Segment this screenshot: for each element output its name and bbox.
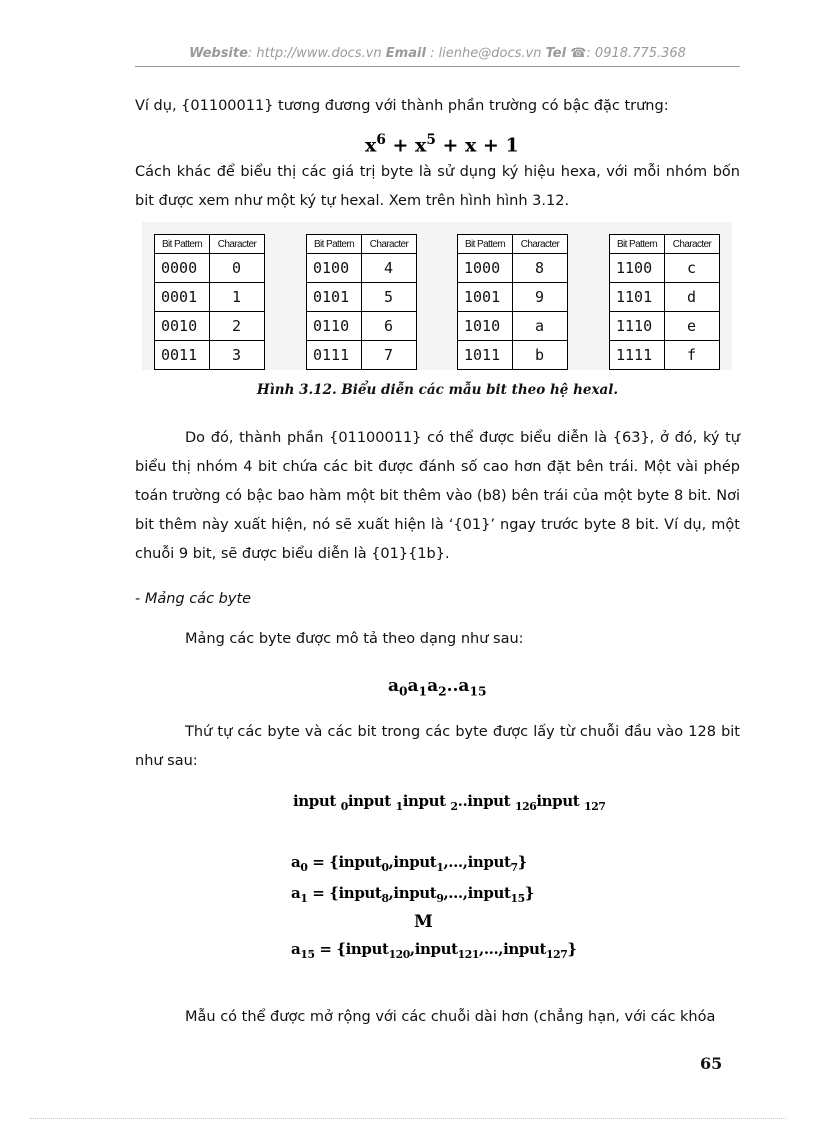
character-cell: f [665,341,720,370]
figure-caption: Hình 3.12. Biểu diễn các mẫu bit theo hệ hexal. [256,382,619,398]
character-cell: 5 [362,283,417,312]
bit-pattern-cell: 1001 [458,283,513,312]
bit-pattern-cell: 1000 [458,254,513,283]
bit-pattern-cell: 1110 [610,312,665,341]
email-label: Email [385,46,426,61]
bit-pattern-header: Bit Pattern [610,235,665,254]
character-cell: 9 [513,283,568,312]
bit-table-2 [306,234,417,370]
character-cell: e [665,312,720,341]
table-row [458,341,568,370]
table-row [155,254,265,283]
bit-pattern-header: Bit Pattern [155,235,210,254]
bit-table-1 [154,234,265,370]
bit-pattern-cell: 0000 [155,254,210,283]
byte-a1-definition: $a_1$ = {input$_8$,input$_9$,...,input$_{15}$} [291,884,534,905]
table-row [610,341,720,370]
bit-pattern-cell: 0111 [307,341,362,370]
bit-pattern-cell: 1010 [458,312,513,341]
bit-pattern-cell: 0010 [155,312,210,341]
hex-representation-paragraph: Do đó, thành phần {01100011} có thể được biểu diễn là {63}, ở đó, ký tự biểu thị nhóm 4 bit chứa các bit được đánh số cao hơn đặt bên trái. Một vài phép toán trường có bậc bao hàm một bit thêm vào (b8) bên trái của một byte 8 bit. Nơi bit thêm này xuất hiện, nó sẽ xuất hiện là ‘{01}’ ngay trước byte 8 bit. Ví dụ, một chuỗi 9 bit, sẽ được biểu diễn là {01}{1b}. [135,430,740,562]
table-row [610,254,720,283]
character-cell: c [665,254,720,283]
table-row [307,283,417,312]
character-cell: 4 [362,254,417,283]
bit-pattern-cell: 1111 [610,341,665,370]
footer-divider [30,1118,786,1119]
section-subheading: - Mảng các byte [135,591,252,607]
input-sequence-formula: input $_0$input $_1$input $_2$..input $_{126}$input $_{127}$ [293,792,606,813]
character-cell: b [513,341,568,370]
phone-icon: ☎ [570,46,587,61]
character-header: Character [665,235,720,254]
bit-pattern-cell: 1101 [610,283,665,312]
order-intro: Thứ tự các byte và các bit trong các byte được lấy từ chuỗi đầu vào 128 bit như sau: [135,724,740,769]
character-cell: 1 [210,283,265,312]
character-header: Character [210,235,265,254]
table-row [307,312,417,341]
table-row [458,312,568,341]
tel-value: : 0918.775.368 [586,46,686,61]
table-row [307,254,417,283]
bit-pattern-cell: 0110 [307,312,362,341]
bit-pattern-header: Bit Pattern [458,235,513,254]
table-row [155,283,265,312]
table-header-row [155,235,265,254]
website-value: : http://www.docs.vn [247,46,382,61]
character-cell: 8 [513,254,568,283]
bit-pattern-header: Bit Pattern [307,235,362,254]
table-header-row [458,235,568,254]
final-paragraph: Mẫu có thể được mở rộng với các chuỗi dài hơn (chẳng hạn, với các khóa [185,1009,716,1025]
table-row [307,341,417,370]
bit-table-4 [609,234,720,370]
page-header [135,46,740,61]
table-row [155,312,265,341]
table-row [155,341,265,370]
header-divider [135,66,740,67]
tel-label: Tel [545,46,567,61]
bit-pattern-cell: 1011 [458,341,513,370]
polynomial-formula: $x^6 + x^5 + x + 1$ [365,132,519,157]
website-label: Website [189,46,248,61]
bit-table-3 [457,234,568,370]
bit-pattern-cell: 0100 [307,254,362,283]
character-cell: d [665,283,720,312]
character-cell: 3 [210,341,265,370]
email-value: : lienhe@docs.vn [430,46,542,61]
array-intro: Mảng các byte được mô tả theo dạng như sau: [185,631,524,647]
table-header-row [610,235,720,254]
character-cell: 7 [362,341,417,370]
byte-a0-definition: $a_0$ = {input$_0$,input$_1$,...,input$_7$} [291,853,527,874]
bit-pattern-figure [142,222,732,370]
table-header-row [307,235,417,254]
table-row [610,312,720,341]
bit-pattern-cell: 1100 [610,254,665,283]
hex-intro: Cách khác để biểu thị các giá trị byte là sử dụng ký hiệu hexa, với mỗi nhóm bốn bit được xem như một ký tự hexal. Xem trên hình hình 3.12. [135,164,740,209]
character-cell: a [513,312,568,341]
ellipsis-symbol: M [414,912,433,932]
table-row [458,283,568,312]
character-cell: 0 [210,254,265,283]
page-number: 65 [700,1054,723,1073]
table-row [610,283,720,312]
table-row [458,254,568,283]
character-header: Character [362,235,417,254]
character-cell: 2 [210,312,265,341]
bit-pattern-cell: 0011 [155,341,210,370]
byte-array-formula: $a_0a_1a_2..a_{15}$ [388,676,487,699]
byte-a15-definition: $a_{15}$ = {input$_{120}$,input$_{121}$,...,input$_{127}$} [291,940,577,961]
character-cell: 6 [362,312,417,341]
character-header: Character [513,235,568,254]
bit-pattern-cell: 0101 [307,283,362,312]
bit-pattern-cell: 0001 [155,283,210,312]
example-intro: Ví dụ, {01100011} tương đương với thành phần trường có bậc đặc trưng: [135,98,669,114]
